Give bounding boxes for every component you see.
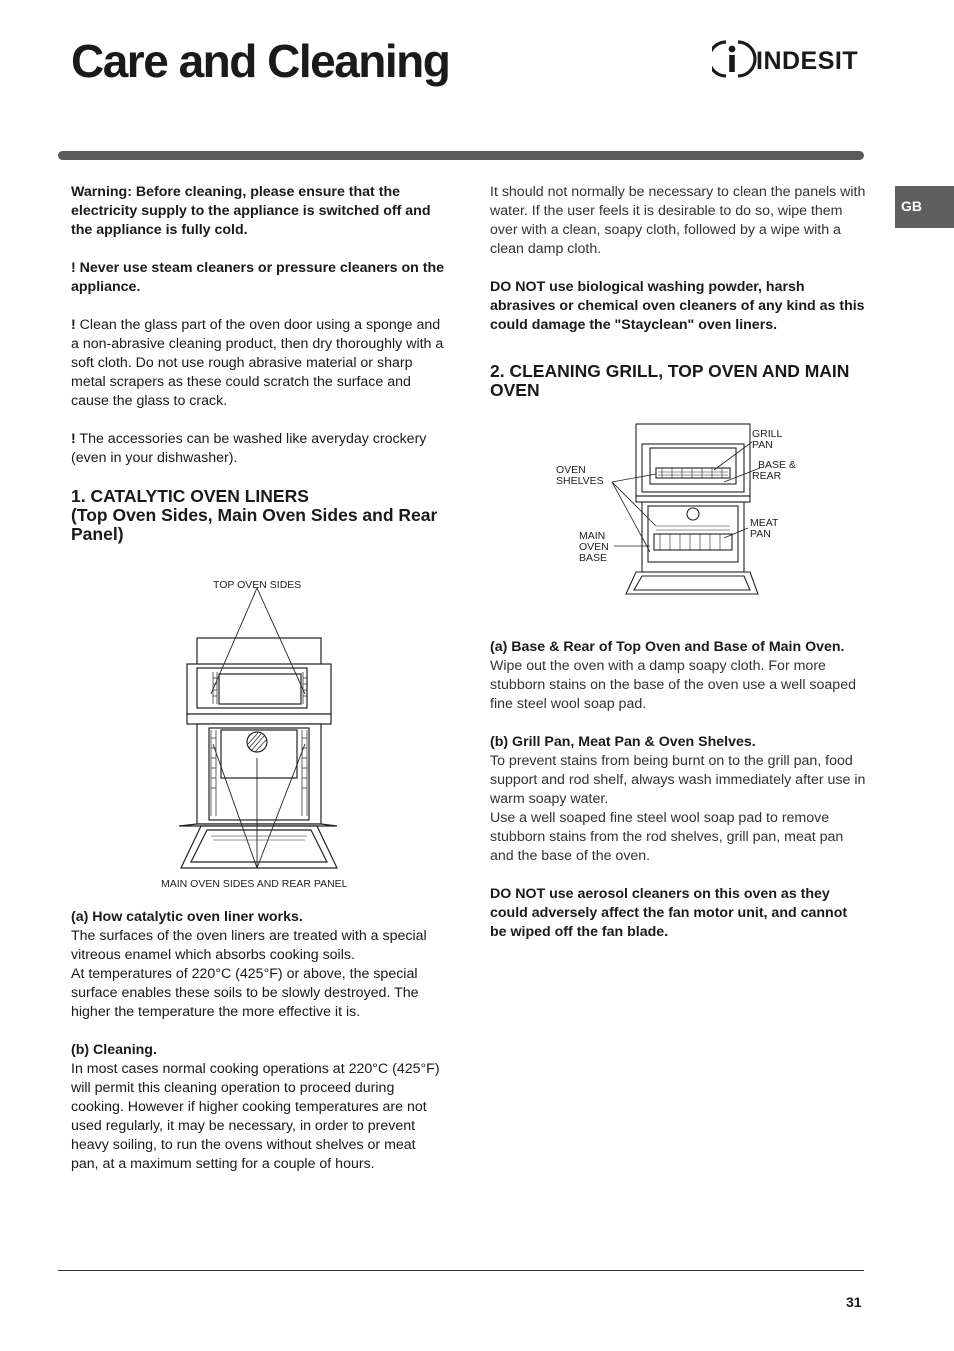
pans-shelves-text1: To prevent stains from being burnt on to the grill pan, food support and rod shelf, always wash immediately after use in warm soapy water. (490, 753, 866, 807)
pans-shelves-title: (b) Grill Pan, Meat Pan & Oven Shelves. (490, 734, 756, 750)
do-not-aerosol-warning: DO NOT use aerosol cleaners on this oven as they could adversely affect the fan motor unit, and cannot be wiped off the fan blade. (490, 886, 848, 940)
label-oven-shelves: OVEN SHELVES (556, 464, 604, 487)
pans-shelves-text2: Use a well soaped fine steel wool soap pad to remove stubborn stains from the rod shelves, grill pan, meat pan and the base of the oven. (490, 810, 844, 864)
panels-text: It should not normally be necessary to clean the panels with water. If the user feels it is desirable to do so, wipe them over with a clean, soapy cloth, followed by a wipe with a clean damp cloth. (490, 184, 866, 257)
base-rear-text: Wipe out the oven with a damp soapy cloth. For more stubborn stains on the base of the oven use a well soaped fine steel wool soap pad. (490, 658, 856, 712)
catalytic-how-text2: At temperatures of 220°C (425°F) or above, the special surface enables these soils to be slowly destroyed. The higher the temperature the more effective it is. (71, 966, 419, 1020)
accessories-text: The accessories can be washed like averyday crockery (even in your dishwasher). (71, 431, 427, 466)
label-meat-pan: MEAT PAN (750, 517, 779, 540)
catalytic-cleaning-text: In most cases normal cooking operations at 220°C (425°F) will permit this cleaning operation to proceed during cooking. However if higher cooking temperatures are not used regularly, it may be necessary, in order to prevent heavy soiling, to run the ovens without shelves or meat pan, at a maximum setting for a couple of hours. (71, 1061, 440, 1172)
glass-cleaning-note (71, 316, 445, 411)
footer-divider (58, 1270, 864, 1271)
accessories-note (71, 430, 445, 468)
label-base-rear: BASE & REAR (752, 459, 796, 482)
steam-warning: ! Never use steam cleaners or pressure cleaners on the appliance. (71, 260, 444, 295)
catalytic-liners-diagram (71, 568, 445, 888)
glass-cleaning-text: Clean the glass part of the oven door using a sponge and a non-abrasive cleaning product, then dry thoroughly with a soft cloth. Do not use rough abrasive material or sharp metal scrapers as these could scratch the surface and cause the glass to crack. (71, 317, 444, 409)
base-rear-title: (a) Base & Rear of Top Oven and Base of Main Oven. (490, 639, 845, 655)
oven-diagram-icon (71, 568, 445, 878)
label-main-oven-sides: MAIN OVEN SIDES AND REAR PANEL (161, 878, 348, 890)
indesit-logo-icon (712, 38, 864, 80)
label-grill-pan: GRILL PAN (752, 428, 783, 451)
note-mark: ! (71, 317, 76, 333)
header-divider (58, 151, 864, 160)
catalytic-cleaning-title: (b) Cleaning. (71, 1042, 157, 1058)
svg-text:INDESIT: INDESIT (756, 47, 859, 75)
section1-heading-line2: (Top Oven Sides, Main Oven Sides and Rear Panel) (71, 505, 438, 544)
brand-logo (712, 38, 864, 80)
catalytic-how-text1: The surfaces of the oven liners are treated with a special vitreous enamel which absorbs cooking soils. (71, 928, 427, 963)
section1-heading (71, 487, 445, 544)
label-top-oven-sides: TOP OVEN SIDES (213, 579, 302, 591)
page-title: Care and Cleaning (71, 35, 450, 87)
left-column (71, 183, 445, 1174)
do-not-biological-warning: DO NOT use biological washing powder, harsh abrasives or chemical oven cleaners of any kind as this could damage the "Stayclean" oven liners. (490, 279, 865, 333)
catalytic-how-title: (a) How catalytic oven liner works. (71, 909, 303, 925)
right-column (490, 183, 866, 961)
section1-heading-line1: 1. CATALYTIC OVEN LINERS (71, 486, 309, 506)
language-tab: GB (895, 186, 954, 228)
oven-parts-diagram (490, 422, 866, 602)
section2-heading: 2. CLEANING GRILL, TOP OVEN AND MAIN OVEN (490, 361, 850, 400)
page-number: 31 (846, 1294, 862, 1310)
label-main-oven-base: MAIN OVEN BASE (579, 530, 609, 564)
warning-text: Warning: Before cleaning, please ensure that the electricity supply to the appliance is switched off and the appliance is fully cold. (71, 184, 431, 238)
oven-parts-icon (490, 422, 866, 602)
note-mark: ! (71, 431, 76, 447)
